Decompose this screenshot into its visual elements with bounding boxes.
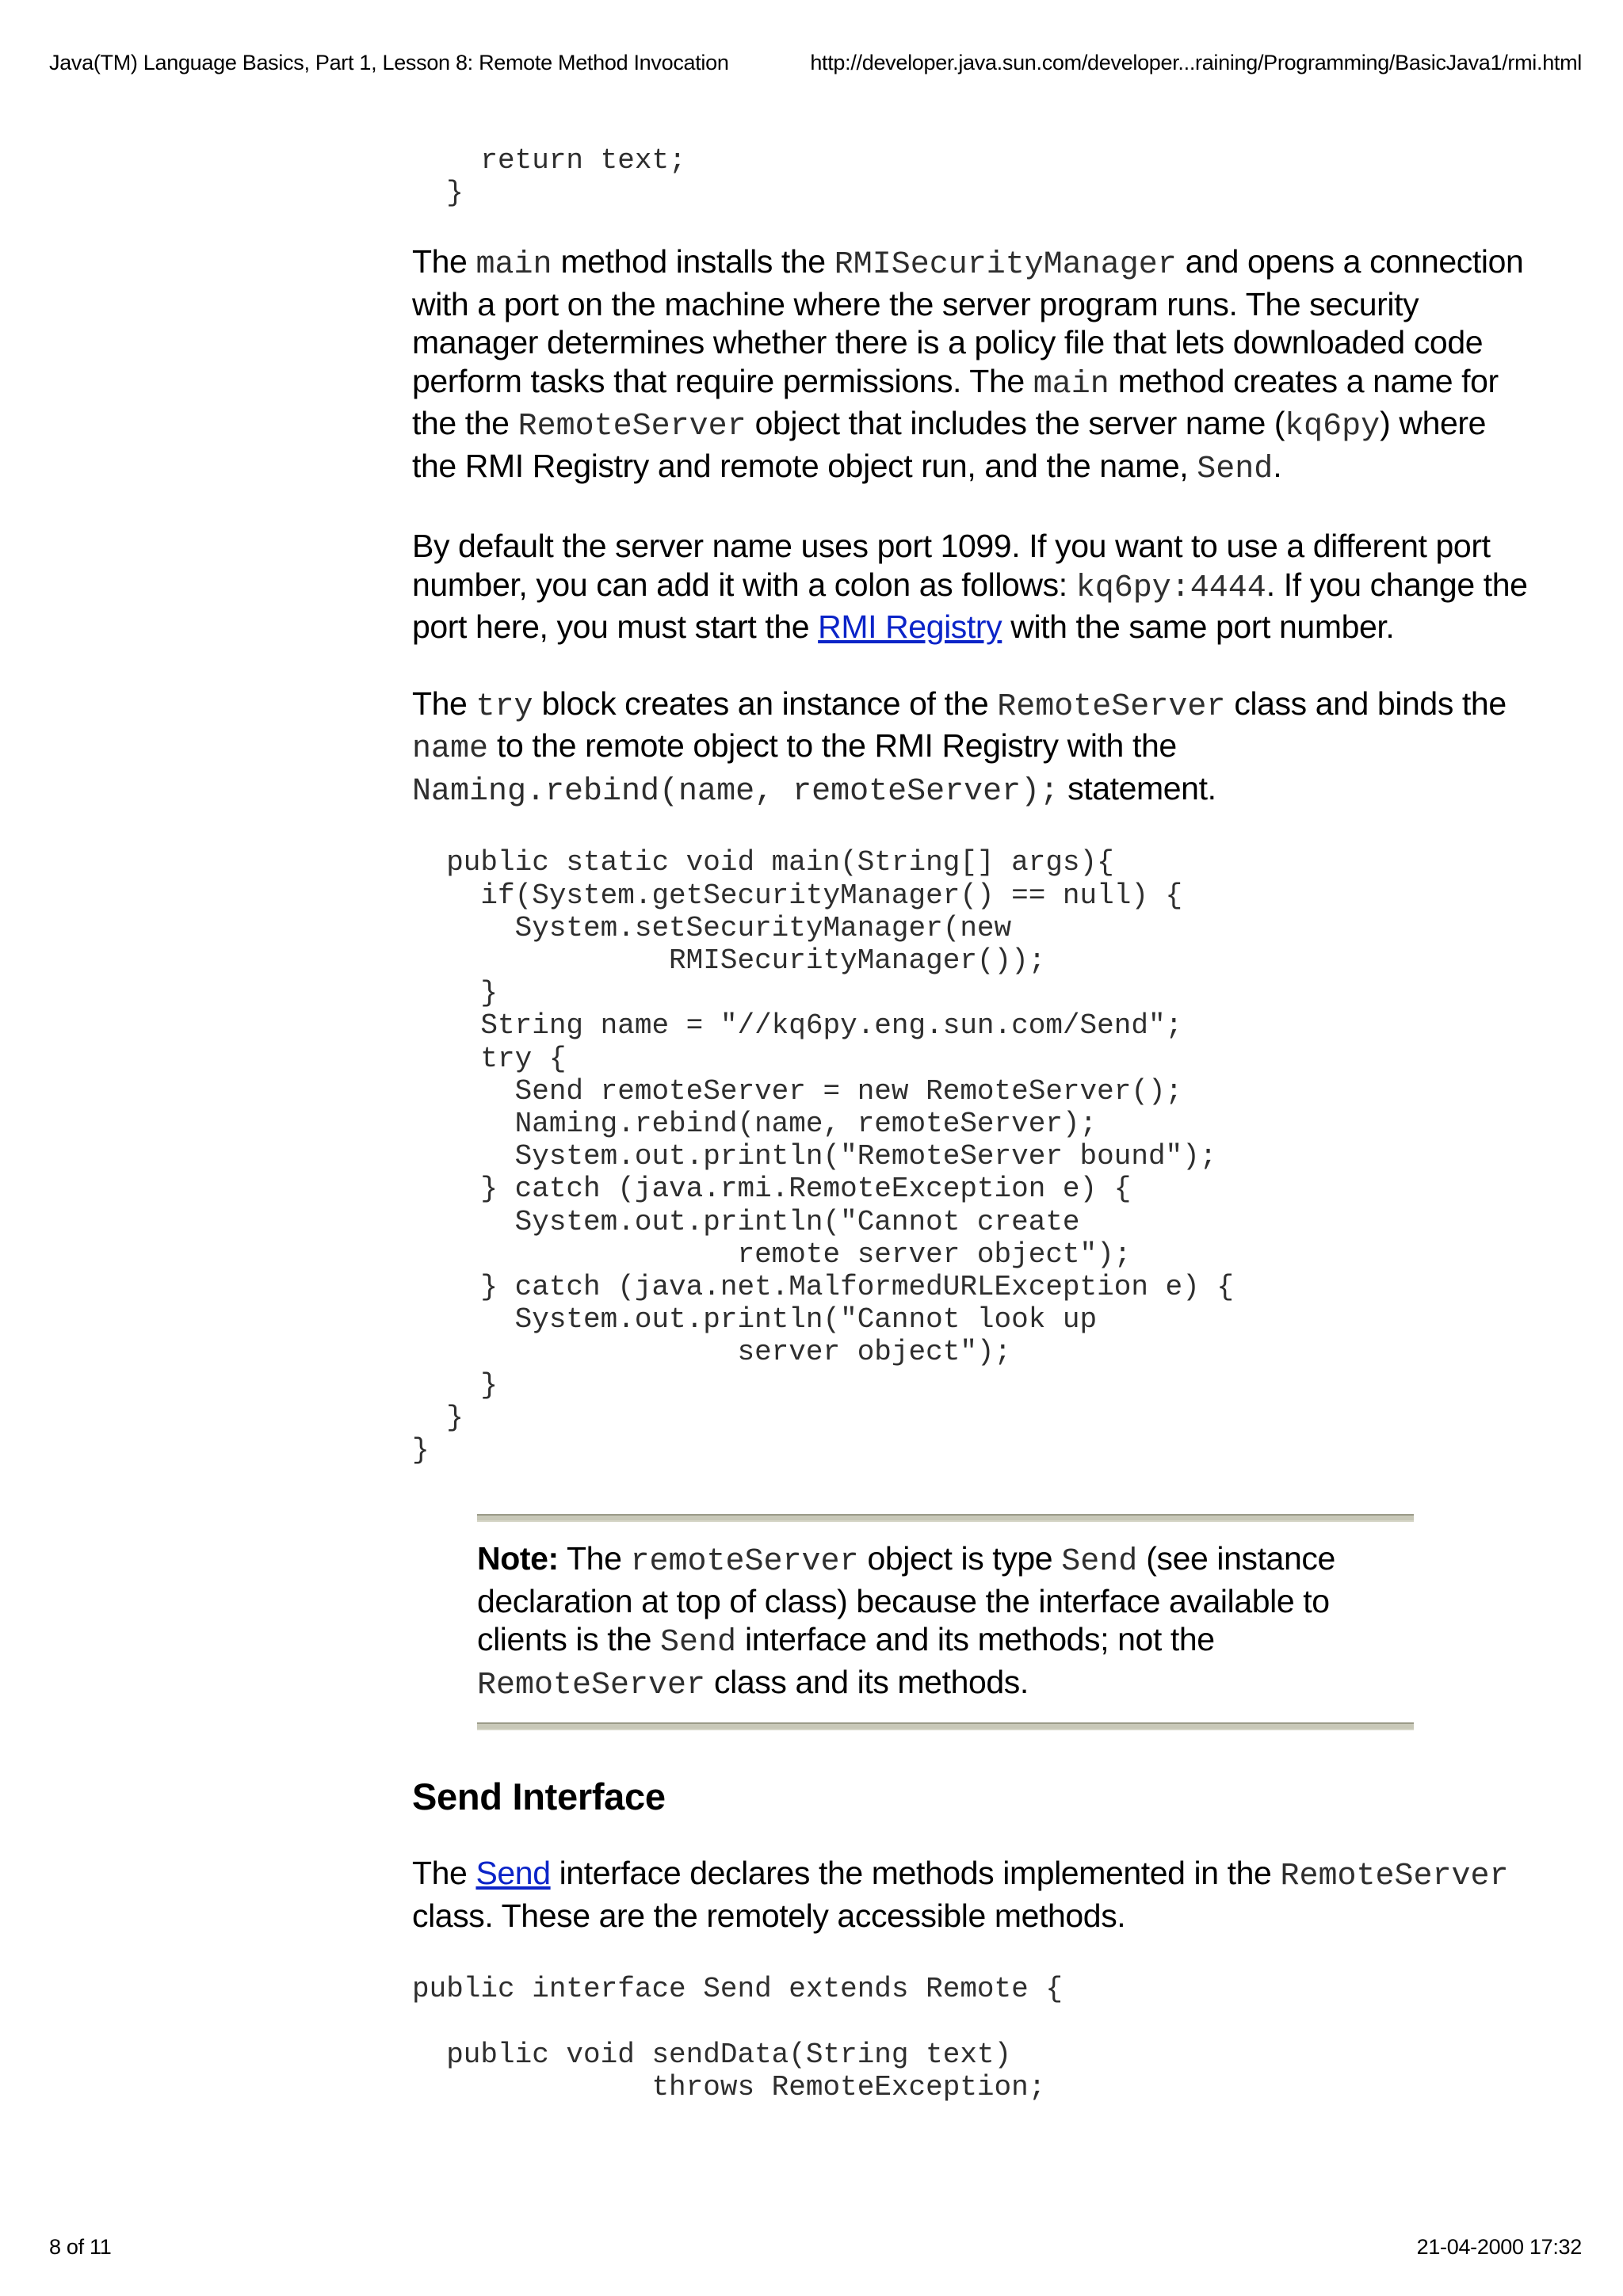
text-run: method installs the (552, 243, 834, 280)
code-block-main: public static void main(String[] args){ if(System.getSecurityManager() == null) { System.setSecurityManager(new RMISecurityManager()); } String name = "//kq6py.eng.sun.com/Send"; try { Send remoteServer = new RemoteServer(); Naming.rebind(name, remoteServer); System.out.println("RemoteServer bound"); } catch (java.rmi.RemoteException e) { System.out.println("Cannot create remote server object"); } catch (java.net.MalformedURLException e) { System.out.println("Cannot look up server object"); } } } (412, 846, 1234, 1467)
text-run: with the same port number. (1002, 608, 1395, 646)
text-run: object that includes the server name ( (746, 405, 1285, 442)
inline-code: kq6py:4444 (1075, 570, 1266, 606)
inline-code: main (1033, 366, 1109, 402)
inline-code: Send (1197, 451, 1274, 487)
text-run: interface and its methods; not the (736, 1621, 1215, 1658)
inline-code: main (475, 247, 552, 284)
inline-code: try (475, 688, 533, 725)
page-number: 8 of 11 (49, 2235, 112, 2259)
paragraph-try-block (412, 685, 1537, 812)
code-block-interface: public interface Send extends Remote { public void sendData(String text) throws RemoteException; (412, 1973, 1063, 2103)
inline-code: name (412, 731, 489, 768)
text-run: By default the server name uses port 1099. If you want to use a different port number, you can add it with a colon as follows: (412, 528, 1491, 603)
text-run: ) where the RMI Registry and remote object run, and the name, (412, 405, 1487, 484)
text-run: class and its methods. (705, 1663, 1029, 1700)
text-run: class and binds the (1225, 685, 1507, 722)
code-block-return: return text; } (446, 144, 686, 210)
text-run: The (412, 685, 476, 722)
text-run: block creates an instance of the (533, 685, 998, 722)
inline-code: RemoteServer (997, 688, 1226, 725)
text-run: interface declares the methods implemented in the (550, 1855, 1281, 1892)
text-run: class. These are the remotely accessible methods. (412, 1897, 1126, 1934)
inline-code: Naming.rebind(name, remoteServer); (412, 773, 1060, 810)
rmi-registry-link[interactable]: RMI Registry (818, 608, 1002, 646)
inline-code: kq6py (1285, 409, 1381, 445)
inline-code: Send (1061, 1544, 1138, 1581)
text-run: (see instance declaration at top of class) because the interface available to clients is the (477, 1540, 1335, 1658)
page-header-url: http://developer.java.sun.com/developer...raining/Programming/BasicJava1/rmi.html (810, 51, 1582, 74)
note-text (477, 1539, 1414, 1705)
inline-code: RemoteServer (1280, 1859, 1509, 1895)
print-timestamp: 21-04-2000 17:32 (1416, 2235, 1582, 2259)
paragraph-send-interface (412, 1854, 1537, 1935)
text-run: object is type (858, 1540, 1062, 1577)
text-run: to the remote object to the RMI Registry with the (488, 727, 1177, 765)
page-header-title: Java(TM) Language Basics, Part 1, Lesson 8: Remote Method Invocation (49, 51, 729, 74)
document-content (412, 144, 1537, 2103)
paragraph-port (412, 527, 1537, 646)
note-top-rule (477, 1514, 1414, 1522)
text-run: . (1273, 447, 1282, 484)
note-box (477, 1514, 1414, 1730)
text-run: The (558, 1540, 631, 1577)
note-bottom-rule (477, 1722, 1414, 1730)
text-run: The (412, 243, 476, 280)
inline-code: RMISecurityManager (834, 247, 1177, 284)
section-heading: Send Interface (412, 1775, 666, 1818)
text-run: . If you change the port here, you must start the (412, 566, 1528, 646)
inline-code: RemoteServer (517, 409, 747, 445)
note-label: Note: (477, 1540, 559, 1577)
send-link[interactable]: Send (475, 1855, 551, 1892)
text-run: method creates a name for the the (412, 362, 1499, 442)
text-run: and opens a connection with a port on the machine where the server program runs. The security manager determines whether there is a policy file that lets downloaded code perform tasks that require permissions. The (412, 243, 1524, 399)
inline-code: remoteServer (630, 1544, 859, 1581)
inline-code: RemoteServer (477, 1667, 706, 1703)
text-run: statement. (1059, 769, 1216, 807)
inline-code: Send (660, 1625, 737, 1661)
text-run: The (412, 1855, 476, 1892)
paragraph-main-method (412, 242, 1537, 489)
